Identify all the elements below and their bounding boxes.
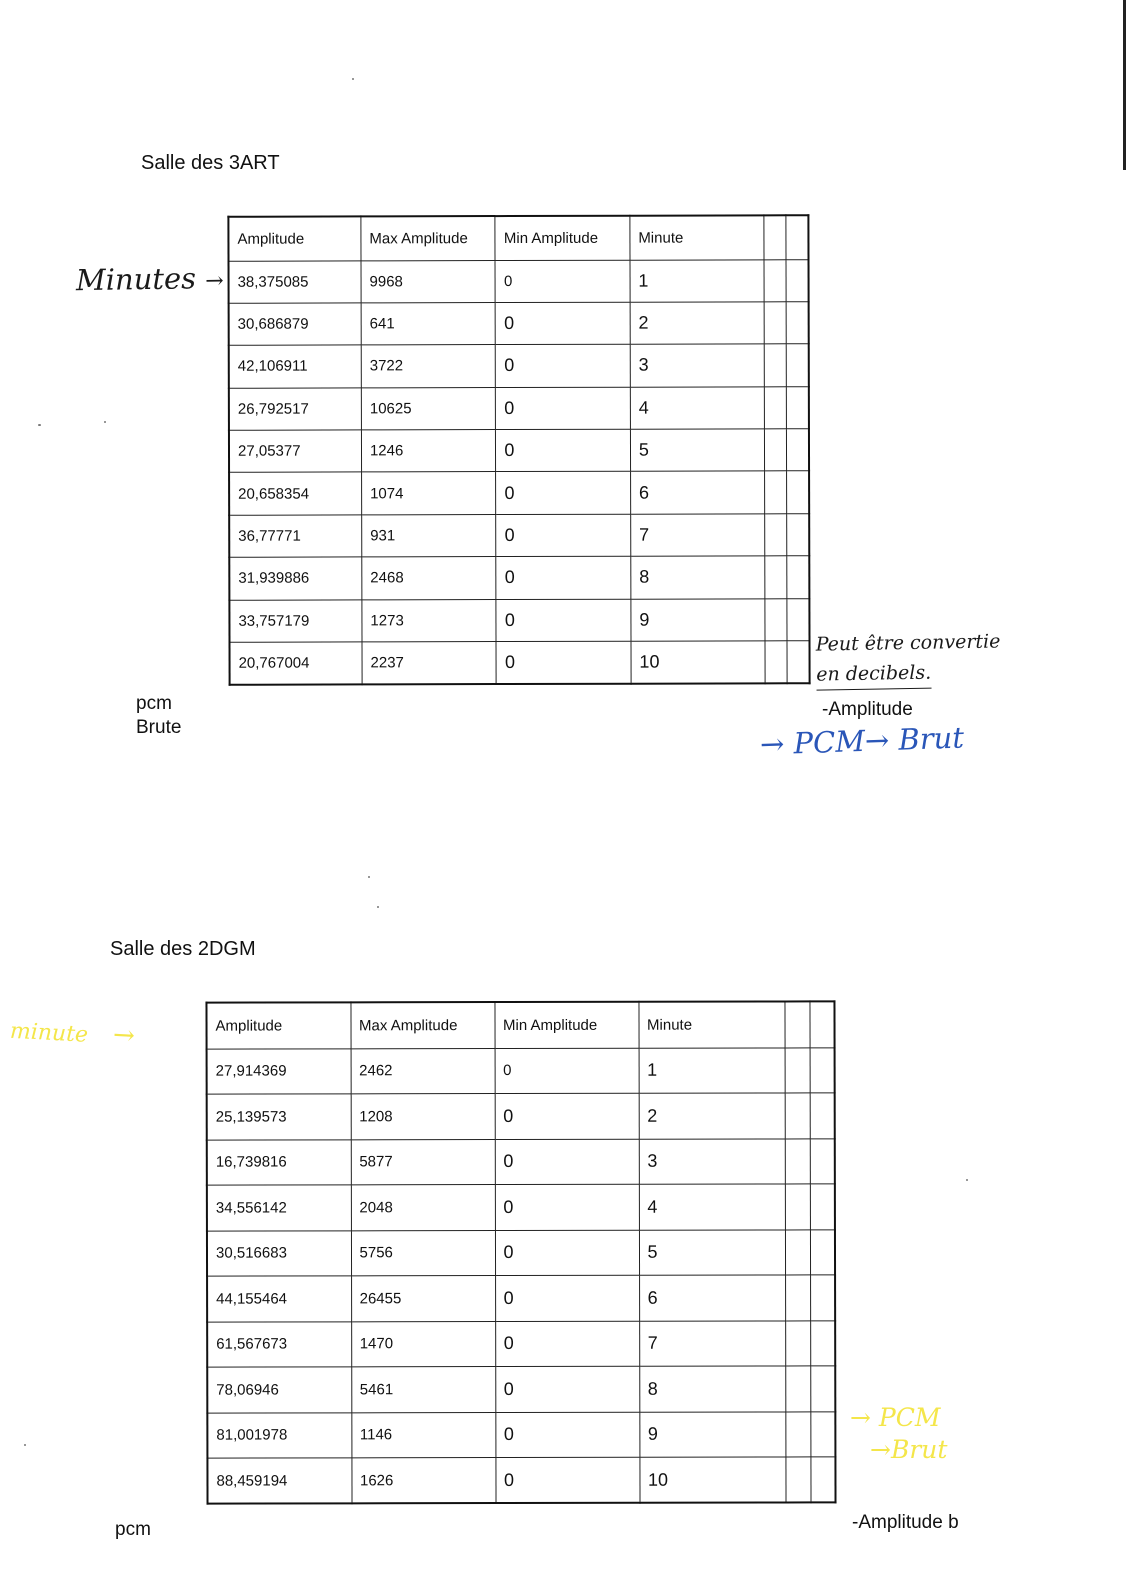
section2-footer-left: pcm	[115, 1519, 151, 1540]
table-cell: 3	[630, 344, 765, 387]
column-header: Minute	[630, 215, 765, 259]
table-cell: 0	[496, 344, 631, 387]
table-cell: 0	[496, 514, 631, 557]
scan-speck	[377, 906, 379, 908]
table-row	[229, 259, 809, 303]
table-cell: 78,06946	[207, 1367, 351, 1413]
table-cell: 25,139573	[207, 1094, 351, 1140]
table-cell: 16,739816	[207, 1139, 351, 1185]
decibel-annotation-line2: en decibels.	[816, 658, 931, 691]
empty-cell	[786, 215, 808, 259]
table-cell: 1074	[362, 472, 497, 515]
empty-cell	[765, 598, 787, 640]
table-row	[207, 1366, 835, 1413]
table-row	[229, 429, 809, 473]
table-cell: 8	[639, 1366, 785, 1412]
scan-speck	[38, 424, 41, 426]
table-cell: 81,001978	[207, 1412, 351, 1458]
table-row	[229, 386, 809, 430]
section2-table-body	[206, 1001, 835, 1503]
table-cell: 1146	[351, 1412, 495, 1458]
table-cell: 20,767004	[230, 642, 363, 685]
empty-cell	[785, 1366, 810, 1412]
empty-cell	[810, 1457, 835, 1503]
table-cell: 1	[639, 1047, 785, 1093]
table-cell: 0	[495, 1139, 639, 1185]
empty-cell	[784, 1001, 809, 1047]
section2-table	[205, 1000, 836, 1504]
table-cell: 2	[630, 302, 765, 345]
column-header: Max Amplitude	[350, 1002, 494, 1048]
table-cell: 0	[496, 599, 631, 642]
empty-cell	[810, 1047, 835, 1093]
table-cell: 0	[496, 641, 631, 684]
empty-cell	[785, 1320, 810, 1366]
empty-cell	[785, 1229, 810, 1275]
table-row	[230, 641, 810, 685]
table-cell: 30,516683	[207, 1230, 351, 1276]
table-cell: 38,375085	[229, 260, 362, 303]
table-row	[207, 1457, 835, 1504]
empty-cell	[765, 556, 787, 598]
table-row	[207, 1047, 835, 1094]
empty-cell	[787, 344, 809, 386]
table-cell: 6	[630, 471, 765, 514]
table-row	[207, 1320, 835, 1367]
minutes-annotation-text: Minutes	[75, 261, 197, 298]
scan-speck	[104, 421, 106, 423]
table-cell: 0	[496, 387, 631, 430]
table-cell: 1246	[361, 430, 496, 473]
column-header: Amplitude	[228, 216, 361, 260]
empty-cell	[785, 1047, 810, 1093]
table-cell: 34,556142	[207, 1185, 351, 1231]
table-cell: 61,567673	[207, 1321, 351, 1367]
table-cell: 0	[496, 429, 631, 472]
column-header: Max Amplitude	[361, 216, 496, 260]
table-cell: 0	[495, 1321, 639, 1367]
table-cell: 931	[362, 514, 497, 557]
table-cell: 1208	[351, 1094, 495, 1140]
table-cell: 31,939886	[229, 557, 362, 600]
table-cell: 5	[639, 1229, 785, 1275]
empty-cell	[810, 1138, 835, 1184]
table-cell: 1470	[351, 1321, 495, 1367]
table-cell: 33,757179	[229, 600, 362, 643]
empty-cell	[785, 1411, 810, 1457]
empty-cell	[810, 1184, 835, 1230]
table-header-row	[206, 1001, 834, 1048]
empty-cell	[787, 429, 809, 471]
empty-cell	[765, 429, 787, 471]
minute-yellow-annotation: minute →	[9, 1018, 136, 1052]
table-cell: 44,155464	[207, 1276, 351, 1322]
table-row	[229, 471, 809, 515]
pcm-yellow-text: PCM	[878, 1403, 941, 1432]
table-cell: 1626	[351, 1458, 495, 1504]
empty-cell	[765, 514, 787, 556]
brut-yellow-text: Brut	[890, 1435, 948, 1464]
table-row	[229, 302, 809, 346]
table-row	[207, 1093, 835, 1140]
decibel-annotation-line1: Peut être convertie	[815, 630, 1001, 656]
column-header: Min Amplitude	[494, 1002, 638, 1048]
table-row	[229, 556, 809, 600]
scan-speck	[966, 1179, 968, 1181]
empty-cell	[785, 1275, 810, 1321]
table-row	[207, 1138, 835, 1185]
empty-cell	[787, 514, 809, 556]
table-cell: 641	[361, 302, 496, 345]
table-cell: 0	[495, 1230, 639, 1276]
table-cell: 0	[495, 260, 630, 303]
table-cell: 2048	[351, 1185, 495, 1231]
table-cell: 0	[496, 556, 631, 599]
minutes-annotation: Minutes →	[75, 261, 224, 298]
table-cell: 26,792517	[229, 388, 362, 431]
table-cell: 1273	[362, 599, 497, 642]
table-cell: 3722	[361, 345, 496, 388]
empty-cell	[787, 641, 809, 683]
table-cell: 10625	[361, 387, 496, 430]
brute-label: Brute	[136, 717, 182, 738]
table-cell: 1	[630, 259, 765, 302]
table-cell: 2	[639, 1093, 785, 1139]
empty-cell	[764, 215, 786, 259]
table-cell: 10	[631, 641, 766, 684]
table-cell: 2237	[362, 642, 497, 685]
table-row	[229, 598, 809, 642]
empty-cell	[764, 259, 786, 301]
pcm-brut-annotation: → PCM→ Brut	[759, 720, 965, 762]
empty-cell	[810, 1275, 835, 1321]
empty-cell	[810, 1093, 835, 1139]
section1-footer-right: -Amplitude	[822, 699, 913, 720]
empty-cell	[787, 386, 809, 428]
table-cell: 3	[639, 1138, 785, 1184]
table-cell: 9	[631, 598, 766, 641]
scan-speck	[368, 876, 370, 878]
table-cell: 88,459194	[207, 1458, 351, 1504]
empty-cell	[765, 641, 787, 683]
section2-title: Salle des 2DGM	[110, 938, 256, 960]
empty-cell	[765, 386, 787, 428]
table-cell: 27,914369	[207, 1048, 351, 1094]
empty-cell	[787, 556, 809, 598]
table-cell: 6	[639, 1275, 785, 1321]
empty-cell	[810, 1411, 835, 1457]
empty-cell	[786, 259, 808, 301]
scan-speck	[352, 78, 354, 80]
table-cell: 36,77771	[229, 515, 362, 558]
empty-cell	[810, 1366, 835, 1412]
column-header: Amplitude	[206, 1002, 350, 1048]
table-cell: 26455	[351, 1276, 495, 1322]
empty-cell	[765, 344, 787, 386]
table-cell: 5	[630, 429, 765, 472]
table-row	[229, 514, 809, 558]
table-cell: 0	[495, 1366, 639, 1412]
empty-cell	[787, 471, 809, 513]
empty-cell	[765, 471, 787, 513]
table-row	[207, 1229, 835, 1276]
empty-cell	[785, 1184, 810, 1230]
table-cell: 0	[495, 1412, 639, 1458]
table-cell: 7	[631, 514, 766, 557]
table-cell: 5877	[351, 1139, 495, 1185]
table-cell: 7	[639, 1320, 785, 1366]
column-header: Minute	[638, 1001, 784, 1047]
table-cell: 5756	[351, 1230, 495, 1276]
section1-table	[227, 214, 810, 685]
section1-table-body	[228, 215, 809, 684]
table-cell: 2468	[362, 557, 497, 600]
empty-cell	[764, 302, 786, 344]
pcm-brut-annotation-text: PCM→ Brut	[792, 720, 965, 761]
table-cell: 9968	[361, 260, 496, 303]
table-row	[207, 1184, 835, 1231]
empty-cell	[809, 1001, 834, 1047]
table-row	[229, 344, 809, 388]
table-cell: 27,05377	[229, 430, 362, 473]
pcm-label: pcm	[136, 693, 172, 714]
empty-cell	[787, 598, 809, 640]
table-cell: 4	[639, 1184, 785, 1230]
table-cell: 20,658354	[229, 472, 362, 515]
empty-cell	[786, 302, 808, 344]
empty-cell	[785, 1138, 810, 1184]
pcm-brut-yellow-annotation: → PCM →Brut	[850, 1403, 948, 1464]
section2-footer-right: -Amplitude b	[852, 1512, 959, 1533]
empty-cell	[785, 1093, 810, 1139]
empty-cell	[810, 1320, 835, 1366]
section1-footer-left	[136, 692, 181, 740]
empty-cell	[810, 1229, 835, 1275]
table-cell: 5461	[351, 1367, 495, 1413]
table-cell: 0	[495, 1457, 639, 1503]
table-cell: 8	[631, 556, 766, 599]
table-cell: 2462	[351, 1048, 495, 1094]
table-cell: 4	[630, 387, 765, 430]
table-cell: 0	[496, 302, 631, 345]
scan-speck	[24, 1444, 26, 1446]
table-cell: 10	[639, 1457, 785, 1503]
table-cell: 0	[495, 1275, 639, 1321]
section1-title: Salle des 3ART	[141, 152, 280, 174]
table-header-row	[228, 215, 808, 261]
table-row	[207, 1411, 835, 1458]
table-cell: 42,106911	[229, 345, 362, 388]
table-cell: 0	[495, 1184, 639, 1230]
empty-cell	[785, 1457, 810, 1503]
table-row	[207, 1275, 835, 1322]
table-cell: 0	[495, 1093, 639, 1139]
table-cell: 0	[495, 1048, 639, 1094]
minute-yellow-text: minute	[9, 1018, 89, 1048]
table-cell: 30,686879	[229, 303, 362, 346]
table-cell: 9	[639, 1411, 785, 1457]
column-header: Min Amplitude	[495, 216, 630, 260]
decibel-annotation	[815, 626, 1001, 690]
table-cell: 0	[496, 472, 631, 515]
